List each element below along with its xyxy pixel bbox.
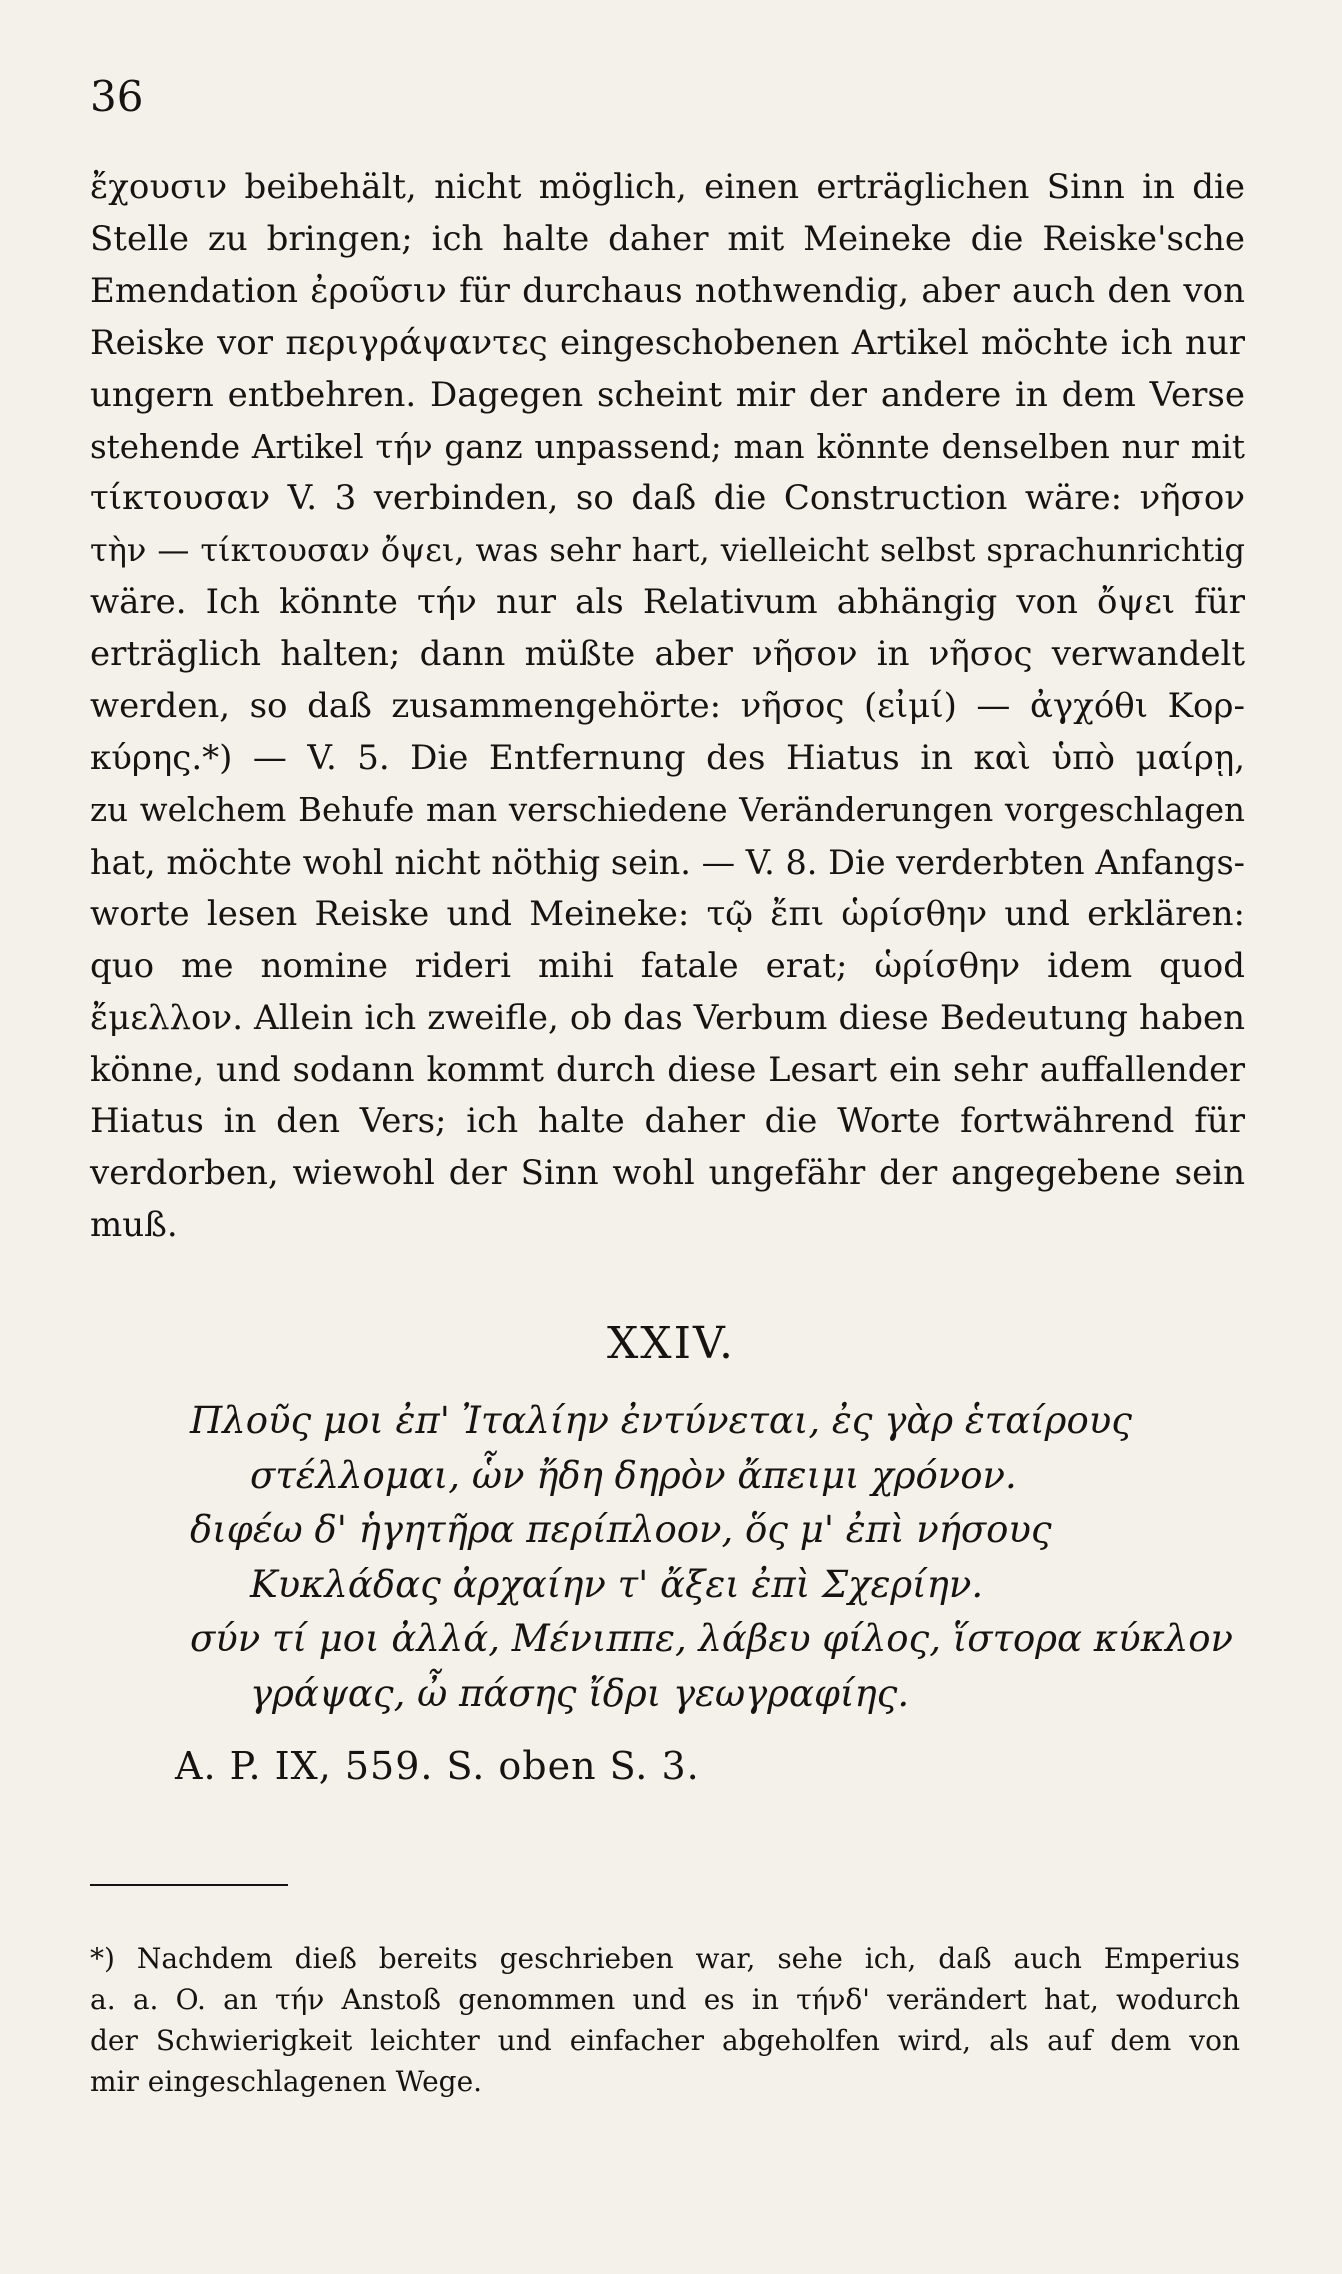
body-line: κύρης.*) — V. 5. Die Entfernung des Hiatus in καὶ ὑπὸ μαίρῃ, [90,737,1245,778]
section-heading: XXIV. [606,1318,736,1369]
verse-line: Κυκλάδας ἀρχαίην τ' ἄξει ἐπὶ Σχερίην. [250,1562,984,1606]
page-number: 36 [90,72,144,121]
body-line: τὴν — τίκτουσαν ὄψει, was sehr hart, vielleicht selbst sprachunrichtig [90,531,1245,570]
body-line: werden, so daß zusammengehörte: νῆσος (εἰμί) — ἀγχόθι Κορ- [90,686,1245,727]
body-line: Stelle zu bringen; ich halte daher mit Meineke die Reiske'sche [90,218,1245,259]
body-line: τίκτουσαν V. 3 verbinden, so daß die Construction wäre: νῆσον [90,478,1245,519]
body-line: ungern entbehren. Dagegen scheint mir der andere in dem Verse [90,374,1245,415]
footnote-line: a. a. O. an τήν Anstoß genommen und es in τήνδ' verändert hat, wodurch [90,1983,1240,2016]
body-line: stehende Artikel τήν ganz unpassend; man könnte denselben nur mit [90,427,1245,466]
body-line: Emendation ἐροῦσιν für durchaus nothwendig, aber auch den von [90,270,1245,311]
verse-line: σύν τί μοι ἀλλά, Μένιππε, λάβευ φίλος, ἵστορα κύκλον [190,1617,1234,1661]
verse-line: διφέω δ' ἡγητῆρα περίπλοον, ὅς μ' ἐπὶ νήσους [190,1508,1052,1552]
verse-line: στέλλομαι, ὧν ἤδη δηρὸν ἄπειμι χρόνον. [250,1453,1017,1497]
epigram-verse [190,1394,1250,1722]
verse-line: γράψας, ὦ πάσης ἴδρι γεωγραφίης. [250,1671,910,1715]
footnote-line: *) Nachdem dieß bereits geschrieben war, sehe ich, daß auch Emperius [90,1942,1240,1975]
source-citation: A. P. IX, 559. S. oben S. 3. [175,1744,700,1788]
body-line: zu welchem Behufe man verschiedene Veränderungen vorgeschlagen [90,790,1245,829]
body-line: worte lesen Reiske und Meineke: τῷ ἔπι ὡρίσθην und erklären: [90,893,1245,934]
footnote [90,1938,1240,2102]
verse-line: Πλοῦς μοι ἐπ' Ἰταλίην ἐντύνεται, ἐς γὰρ ἑταίρους [190,1399,1132,1442]
footnote-rule [90,1884,288,1886]
body-line: erträglich halten; dann müßte aber νῆσον in νῆσος verwandelt [90,634,1245,675]
body-line: quo me nomine rideri mihi fatale erat; ὡρίσθην idem quod [90,945,1245,986]
body-line: wäre. Ich könnte τήν nur als Relativum abhängig von ὄψει für [90,582,1245,623]
body-line: muß. [90,1205,178,1246]
body-line: ἔχουσιν beibehält, nicht möglich, einen erträglichen Sinn in die [90,167,1245,207]
body-line: Reiske vor περιγράψαντες eingeschobenen Artikel möchte ich nur [90,322,1245,363]
footnote-line: der Schwierigkeit leichter und einfacher abgeholfen wird, als auf dem von [90,2024,1240,2057]
footnote-line: mir eingeschlagenen Wege. [90,2065,483,2098]
body-line: verdorben, wiewohl der Sinn wohl ungefähr der angegebene sein [90,1153,1245,1194]
body-line: Hiatus in den Vers; ich halte daher die Worte fortwährend für [90,1101,1245,1142]
body-text [90,162,1245,1252]
body-line: ἔμελλον. Allein ich zweifle, ob das Verbum diese Bedeutung haben [90,997,1245,1038]
body-line: könne, und sodann kommt durch diese Lesart ein sehr auffallender [90,1050,1245,1090]
body-line: hat, möchte wohl nicht nöthig sein. — V. 8. Die verderbten Anfangs- [90,842,1245,882]
